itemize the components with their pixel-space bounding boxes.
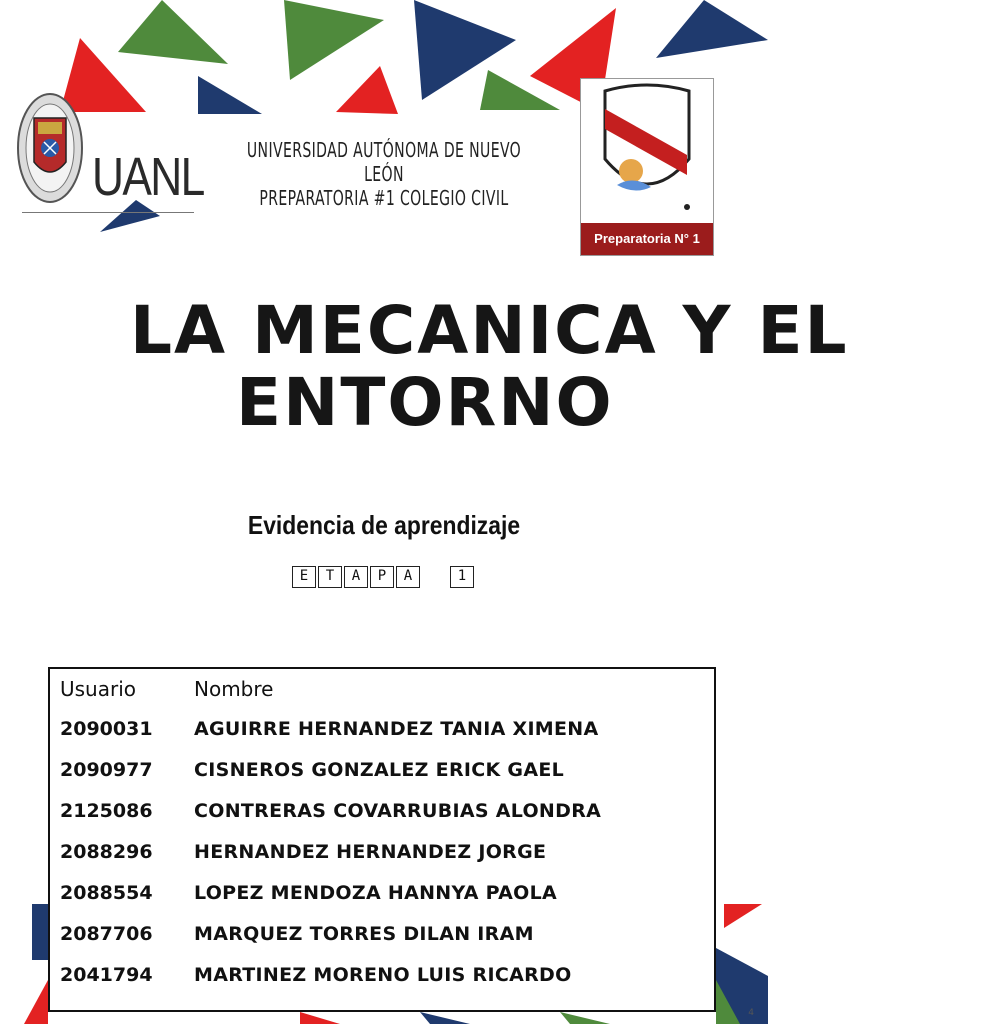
stage-letter: P — [370, 566, 394, 588]
table-row — [50, 882, 714, 920]
triangle-navy — [656, 0, 768, 58]
school-name: PREPARATORIA #1 COLEGIO CIVIL — [259, 186, 509, 210]
university-name: UNIVERSIDAD AUTÓNOMA DE NUEVO LEÓN — [246, 138, 522, 186]
nombre-cell: LOPEZ MENDOZA HANNYA PAOLA — [194, 882, 558, 904]
nombre-cell: AGUIRRE HERNANDEZ TANIA XIMENA — [194, 718, 599, 740]
triangle-navy — [32, 904, 48, 960]
stage-label — [292, 566, 474, 588]
uanl-seal-logo — [16, 92, 84, 204]
table-row — [50, 800, 714, 838]
stage-letter: A — [344, 566, 368, 588]
student-table — [48, 667, 716, 1012]
title-line-2: ENTORNO — [236, 364, 614, 441]
table-header — [50, 677, 714, 715]
nombre-cell: CISNEROS GONZALEZ ERICK GAEL — [194, 759, 565, 781]
table-row — [50, 718, 714, 756]
usuario-cell: 2090031 — [60, 718, 153, 740]
column-header-nombre: Nombre — [194, 677, 274, 701]
page-number: 4 — [748, 1008, 754, 1018]
nombre-cell: MARQUEZ TORRES DILAN IRAM — [194, 923, 534, 945]
usuario-cell: 2087706 — [60, 923, 153, 945]
shield-icon — [581, 79, 713, 223]
stage-spacer — [422, 566, 448, 588]
title-line-1: LA MECANICA Y EL — [130, 292, 849, 369]
usuario-cell: 2041794 — [60, 964, 153, 986]
nombre-cell: MARTINEZ MORENO LUIS RICARDO — [194, 964, 572, 986]
uanl-logo-underline — [22, 212, 194, 213]
preparatoria-label: Preparatoria N° 1 — [581, 223, 713, 255]
column-header-usuario: Usuario — [60, 677, 137, 701]
usuario-cell: 2088296 — [60, 841, 153, 863]
usuario-cell: 2090977 — [60, 759, 153, 781]
triangle-red — [300, 1012, 340, 1024]
stage-letter: A — [396, 566, 420, 588]
uanl-logo-text: UANL — [92, 147, 204, 207]
preparatoria-badge — [580, 78, 714, 256]
nombre-cell: CONTRERAS COVARRUBIAS ALONDRA — [194, 800, 602, 822]
nombre-cell: HERNANDEZ HERNANDEZ JORGE — [194, 841, 547, 863]
triangle-navy — [198, 76, 262, 114]
table-row — [50, 923, 714, 961]
stage-letter: T — [318, 566, 342, 588]
stage-letter: E — [292, 566, 316, 588]
table-row — [50, 759, 714, 797]
triangle-green — [118, 0, 228, 64]
subtitle: Evidencia de aprendizaje — [247, 510, 521, 540]
usuario-cell: 2125086 — [60, 800, 153, 822]
table-row — [50, 841, 714, 879]
triangle-red — [724, 904, 762, 928]
triangle-green — [560, 1012, 610, 1024]
triangle-navy — [420, 1012, 470, 1024]
triangle-red — [336, 66, 398, 114]
usuario-cell: 2088554 — [60, 882, 153, 904]
triangle-red — [24, 980, 48, 1024]
triangle-green — [284, 0, 384, 80]
stage-number: 1 — [450, 566, 474, 588]
table-row — [50, 964, 714, 1002]
